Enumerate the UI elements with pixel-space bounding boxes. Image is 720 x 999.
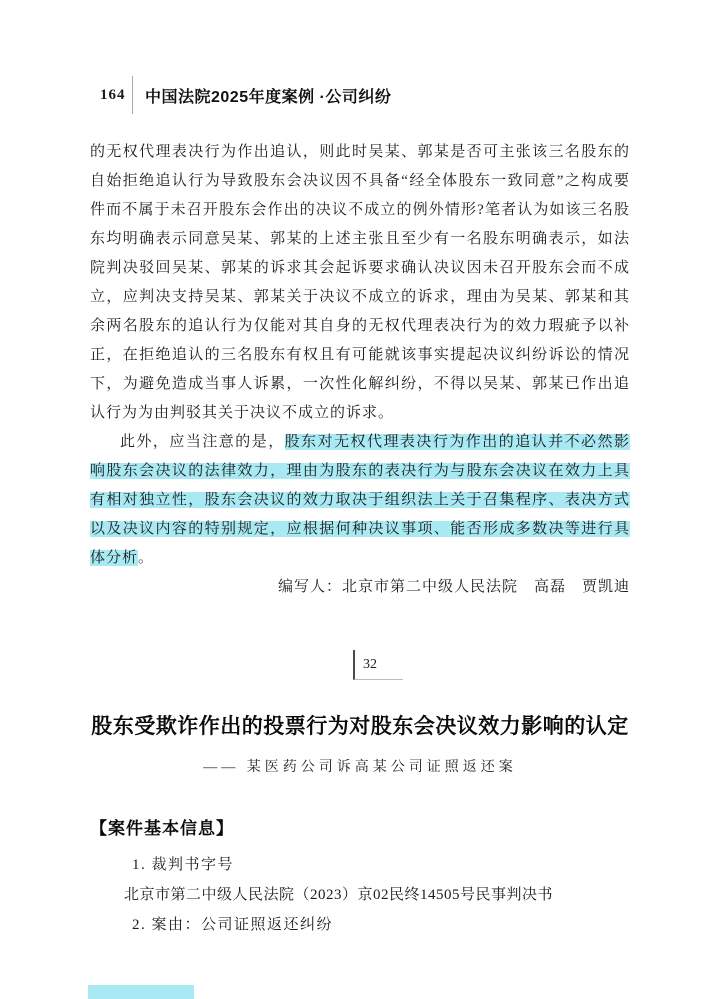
paragraph-continued: 的无权代理表决行为作出追认，则此时吴某、郭某是否可主张该三名股东的自始拒绝追认行为导致股东会决议因不具备“经全体股东一致同意”之构成要件而不属于未召开股东会作出的决议不成立的例外情形?笔者认为如该三名股东均明确表示同意吴某、郭某的上述主张且至少有一名股东明确表示，如法院判决驳回吴某、郭某的诉求其会起诉要求确认决议因未召开股东会而不成立，应判决支持吴某、郭某关于决议不成立的诉求，理由为吴某、郭某和其余两名股东的追认行为仅能对其自身的无权代理表决行为的效力瑕疵予以补正，在拒绝追认的三名股东有权且有可能就该事实提起决议纠纷诉讼的情况下，为避免造成当事人诉累，一次性化解纠纷，不得以吴某、郭某已作出追认行为为由判驳其关于决议不成立的诉求。	[90, 144, 630, 421]
paragraph-note-tail: 。	[138, 550, 155, 566]
case-subtitle: —— 某医药公司诉高某公司证照返还案	[203, 760, 517, 775]
body-text	[90, 138, 630, 602]
case-info-item-1: 1. 裁判书字号	[132, 857, 235, 873]
running-header	[90, 78, 630, 112]
book-title: 中国法院2025年度案例 ·公司纠纷	[145, 88, 392, 106]
highlight-mark-cutoff	[88, 985, 194, 999]
paragraph-note	[90, 428, 630, 573]
case-number-marker: 32	[353, 650, 403, 680]
case-title: 股东受欺诈作出的投票行为对股东会决议效力影响的认定	[91, 715, 629, 738]
paragraph-note-lead: 此外，应当注意的是，	[120, 434, 285, 450]
page-number: 164	[100, 86, 126, 103]
author-line: 编写人：北京市第二中级人民法院 高磊 贾凯迪	[277, 579, 630, 595]
header-divider	[132, 76, 133, 114]
case-info-item-1-value: 北京市第二中级人民法院（2023）京02民终14505号民事判决书	[124, 887, 554, 903]
highlighted-text: 股东对无权代理表决行为作出的追认并不必然影响股东会决议的法律效力，理由为股东的表决行为与股东会决议在效力上具有相对独立性，股东会决议的效力取决于组织法上关于召集程序、表决方式以及决议内容的特别规定，应根据何种决议事项、能否形成多数决等进行具体分析	[90, 434, 630, 566]
case-info-item-2: 2. 案由：公司证照返还纠纷	[132, 917, 334, 933]
section-heading-basic-info: 【案件基本信息】	[90, 819, 234, 838]
